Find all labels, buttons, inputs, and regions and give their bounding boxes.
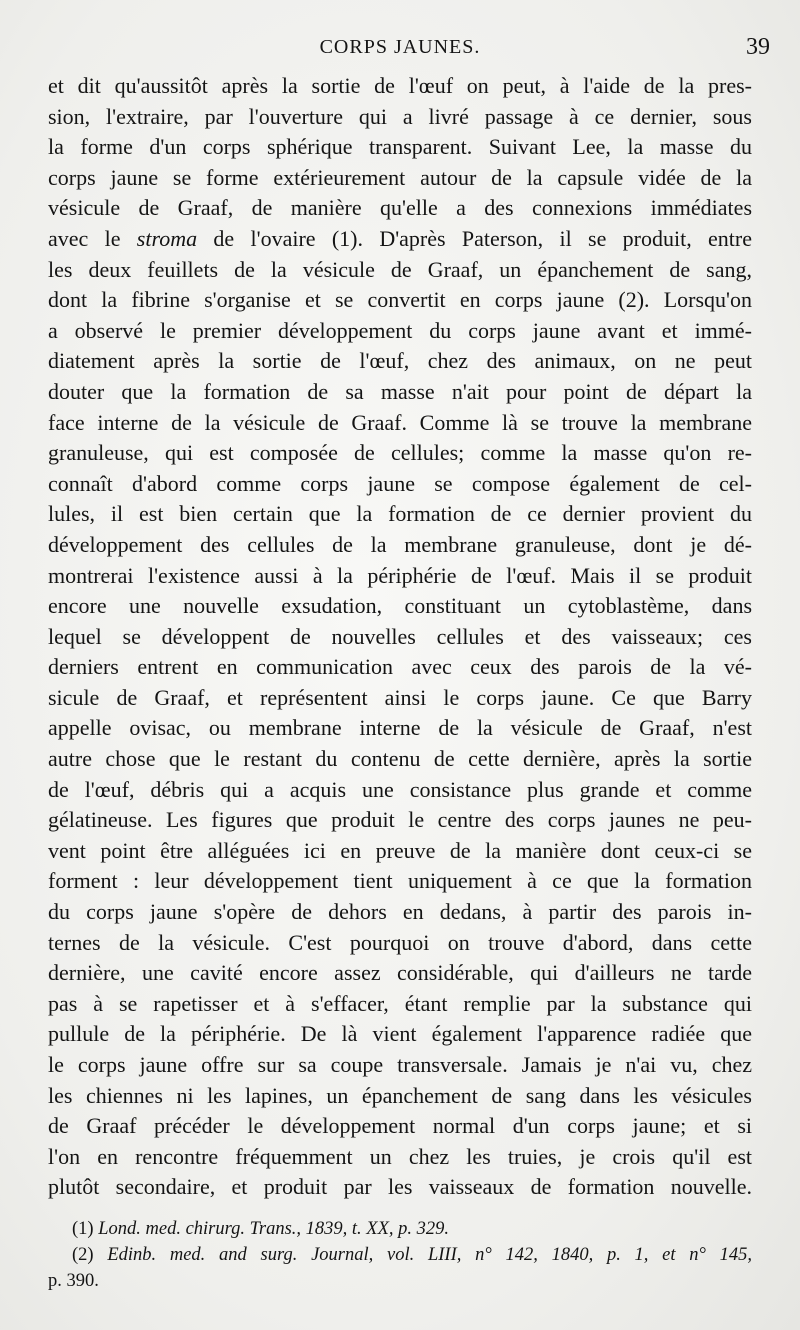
text-line: les chiennes ni les lapines, un épanchement de sang dans les vésicules bbox=[48, 1082, 752, 1108]
footnote-text: Edinb. med. and surg. Journal, vol. LIII, n° 142, 1840, p. 1, et n° 145, bbox=[107, 1245, 752, 1265]
text-line: dernière, une cavité encore assez considérable, qui d'ailleurs ne tarde bbox=[48, 960, 752, 986]
text-line: le corps jaune offre sur sa coupe transversale. Jamais je n'ai vu, chez bbox=[48, 1052, 752, 1077]
text-line: de l'œuf, débris qui a acquis une consistance plus grande et comme bbox=[48, 776, 752, 802]
text-line: montrerai l'existence aussi à la périphérie de l'œuf. Mais il se produit bbox=[48, 562, 752, 588]
text-line: lequel se développent de nouvelles cellules et des vaisseaux; ces bbox=[48, 623, 752, 649]
footnote-marker: (1) bbox=[72, 1219, 94, 1239]
text-line: encore une nouvelle exsudation, constituant un cytoblastème, dans bbox=[48, 593, 752, 619]
text-line: forment : leur développement tient uniquement à ce que la formation bbox=[48, 868, 752, 894]
text-line: avec le stroma de l'ovaire (1). D'après Paterson, il se produit, entre bbox=[48, 225, 752, 251]
text-line: développement des cellules de la membrane granuleuse, dont je dé- bbox=[48, 531, 752, 557]
text-line: derniers entrent en communication avec ceux des parois de la vé- bbox=[48, 654, 752, 680]
text-line: corps jaune se forme extérieurement autour de la capsule vidée de la bbox=[48, 164, 752, 190]
text-line: les deux feuillets de la vésicule de Graaf, un épanchement de sang, bbox=[48, 256, 752, 282]
text-line: face interne de la vésicule de Graaf. Comme là se trouve la membrane bbox=[48, 409, 752, 435]
footnote-1 bbox=[48, 1216, 752, 1242]
running-title: CORPS JAUNES. bbox=[319, 36, 481, 58]
text-line: sicule de Graaf, et représentent ainsi le corps jaune. Ce que Barry bbox=[48, 684, 752, 710]
text-line: connaît d'abord comme corps jaune se compose également de cel- bbox=[48, 470, 752, 496]
text-line: lules, il est bien certain que la formation de ce dernier provient du bbox=[48, 501, 752, 527]
emphasis-stroma: stroma bbox=[136, 225, 198, 251]
text-line: granuleuse, qui est composée de cellules; comme la masse qu'on re- bbox=[48, 440, 752, 466]
page-header bbox=[0, 36, 800, 66]
text-line: a observé le premier développement du corps jaune avant et immé- bbox=[48, 317, 752, 343]
text-line: la forme d'un corps sphérique transparent. Suivant Lee, la masse du bbox=[48, 134, 752, 160]
text-line: vésicule de Graaf, de manière qu'elle a des connexions immédiates bbox=[48, 195, 752, 221]
footnote-marker: (2) bbox=[72, 1245, 94, 1265]
text-line: douter que la formation de sa masse n'ait pour point de départ la bbox=[48, 378, 752, 404]
text-line: appelle ovisac, ou membrane interne de la vésicule de Graaf, n'est bbox=[48, 715, 752, 741]
text-line: pas à se rapetisser et à s'effacer, étant remplie par la substance qui bbox=[48, 990, 752, 1016]
text-line: ternes de la vésicule. C'est pourquoi on trouve d'abord, dans cette bbox=[48, 929, 752, 955]
footnote-2 bbox=[48, 1242, 752, 1268]
footnotes bbox=[48, 1216, 752, 1294]
text-line: vent point être alléguées ici en preuve de la manière dont ceux-ci se bbox=[48, 837, 752, 863]
text-line: l'on en rencontre fréquemment un chez les truies, je crois qu'il est bbox=[48, 1143, 752, 1169]
text-line: sion, l'extraire, par l'ouverture qui a livré passage à ce dernier, sous bbox=[48, 103, 752, 129]
footnote-2-continuation: p. 390. bbox=[48, 1271, 99, 1291]
page-number: 39 bbox=[746, 34, 770, 60]
text-line: diatement après la sortie de l'œuf, chez des animaux, on ne peut bbox=[48, 348, 752, 374]
body-text bbox=[48, 71, 752, 1203]
text-line: gélatineuse. Les figures que produit le centre des corps jaunes ne peu- bbox=[48, 807, 752, 833]
text-line: autre chose que le restant du contenu de cette dernière, après la sortie bbox=[48, 746, 752, 772]
text-line: du corps jaune s'opère de dehors en dedans, à partir des parois in- bbox=[48, 899, 752, 925]
text-line: pullule de la périphérie. De là vient également l'apparence radiée que bbox=[48, 1021, 752, 1047]
text-line: de Graaf précéder le développement normal d'un corps jaune; et si bbox=[48, 1113, 752, 1139]
footnote-text: Lond. med. chirurg. Trans., 1839, t. XX, p. 329. bbox=[98, 1219, 450, 1239]
text-line: dont la fibrine s'organise et se convertit en corps jaune (2). Lorsqu'on bbox=[48, 287, 752, 313]
text-line: et dit qu'aussitôt après la sortie de l'œuf on peut, à l'aide de la pres- bbox=[48, 73, 752, 98]
text-line: plutôt secondaire, et produit par les vaisseaux de formation nouvelle. bbox=[48, 1174, 752, 1200]
